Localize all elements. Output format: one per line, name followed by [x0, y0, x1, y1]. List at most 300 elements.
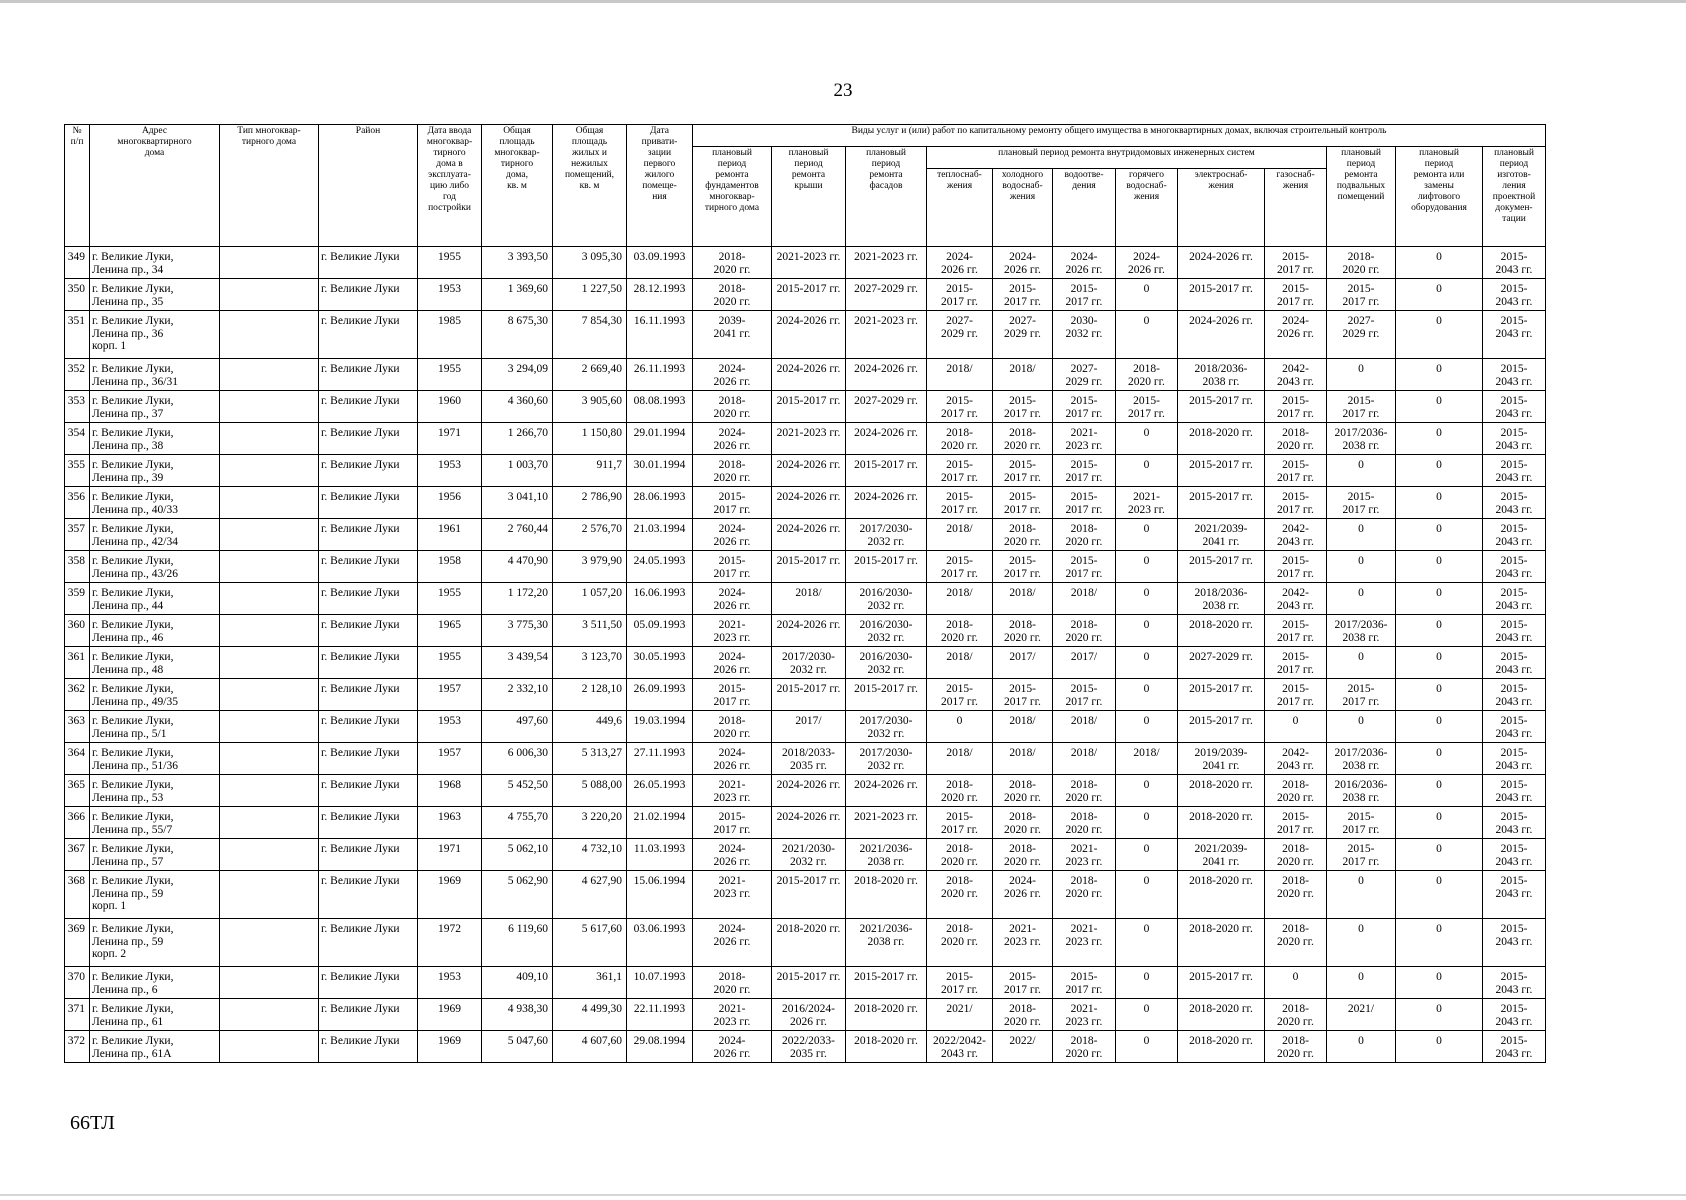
cell-project: 2015- 2043 гг. [1483, 519, 1546, 551]
cell-electric: 2021/2039- 2041 гг. [1178, 519, 1265, 551]
header-project: плановый период изготов- ления проектной докумен- тации [1483, 147, 1546, 247]
cell-basement: 0 [1327, 967, 1396, 999]
cell-foundation: 2021- 2023 гг. [693, 999, 772, 1031]
cell-total-area: 3 393,50 [482, 247, 553, 279]
cell-total-area: 5 062,90 [482, 871, 553, 919]
cell-electric: 2015-2017 гг. [1178, 487, 1265, 519]
cell-num: 358 [65, 551, 90, 583]
cell-sewer: 2021- 2023 гг. [1053, 999, 1116, 1031]
cell-facade: 2015-2017 гг. [846, 455, 927, 487]
cell-project: 2015- 2043 гг. [1483, 919, 1546, 967]
cell-living-area: 5 313,27 [553, 743, 627, 775]
cell-sewer: 2021- 2023 гг. [1053, 919, 1116, 967]
cell-year: 1955 [418, 583, 482, 615]
cell-electric: 2018-2020 гг. [1178, 423, 1265, 455]
cell-foundation: 2039- 2041 гг. [693, 311, 772, 359]
cell-cold-water: 2015- 2017 гг. [993, 391, 1053, 423]
cell-living-area: 4 499,30 [553, 999, 627, 1031]
cell-facade: 2027-2029 гг. [846, 391, 927, 423]
cell-privatization-date: 03.06.1993 [627, 919, 693, 967]
cell-facade: 2024-2026 гг. [846, 487, 927, 519]
table-row [65, 807, 1546, 839]
cell-district: г. Великие Луки [319, 519, 418, 551]
cell-elevator: 0 [1396, 423, 1483, 455]
cell-num: 368 [65, 871, 90, 919]
page-number: 23 [833, 80, 853, 101]
cell-district: г. Великие Луки [319, 871, 418, 919]
cell-elevator: 0 [1396, 839, 1483, 871]
cell-foundation: 2015- 2017 гг. [693, 807, 772, 839]
cell-electric: 2018-2020 гг. [1178, 615, 1265, 647]
table-row [65, 551, 1546, 583]
cell-address: г. Великие Луки, Ленина пр., 39 [90, 455, 220, 487]
cell-roof: 2018/ [772, 583, 846, 615]
cell-address: г. Великие Луки, Ленина пр., 49/35 [90, 679, 220, 711]
cell-year: 1953 [418, 455, 482, 487]
cell-living-area: 4 732,10 [553, 839, 627, 871]
cell-heating: 2015- 2017 гг. [927, 807, 993, 839]
cell-elevator: 0 [1396, 311, 1483, 359]
cell-house-type [220, 743, 319, 775]
cell-electric: 2015-2017 гг. [1178, 551, 1265, 583]
cell-basement: 2021/ [1327, 999, 1396, 1031]
cell-cold-water: 2015- 2017 гг. [993, 551, 1053, 583]
cell-hot-water: 0 [1116, 615, 1178, 647]
cell-cold-water: 2018/ [993, 711, 1053, 743]
cell-sewer: 2015- 2017 гг. [1053, 679, 1116, 711]
cell-basement: 0 [1327, 359, 1396, 391]
cell-heating: 2018/ [927, 647, 993, 679]
cell-sewer: 2024- 2026 гг. [1053, 247, 1116, 279]
header-living-area: Общая площадь жилых и нежилых помещений, кв. м [553, 125, 627, 247]
cell-electric: 2018-2020 гг. [1178, 807, 1265, 839]
cell-foundation: 2024- 2026 гг. [693, 519, 772, 551]
cell-sewer: 2021- 2023 гг. [1053, 423, 1116, 455]
cell-year: 1953 [418, 279, 482, 311]
header-engineering-group: плановый период ремонта внутридомовых инженерных систем [927, 147, 1327, 169]
cell-gas: 2042- 2043 гг. [1265, 583, 1327, 615]
cell-year: 1985 [418, 311, 482, 359]
cell-address: г. Великие Луки, Ленина пр., 61 [90, 999, 220, 1031]
cell-elevator: 0 [1396, 391, 1483, 423]
cell-project: 2015- 2043 гг. [1483, 247, 1546, 279]
table-row [65, 743, 1546, 775]
cell-electric: 2018-2020 гг. [1178, 919, 1265, 967]
cell-privatization-date: 30.05.1993 [627, 647, 693, 679]
cell-sewer: 2015- 2017 гг. [1053, 551, 1116, 583]
cell-heating: 2018/ [927, 743, 993, 775]
cell-district: г. Великие Луки [319, 839, 418, 871]
cell-hot-water: 0 [1116, 583, 1178, 615]
cell-cold-water: 2018/ [993, 359, 1053, 391]
cell-foundation: 2024- 2026 гг. [693, 1031, 772, 1063]
cell-address: г. Великие Луки, Ленина пр., 44 [90, 583, 220, 615]
cell-privatization-date: 19.03.1994 [627, 711, 693, 743]
cell-living-area: 2 669,40 [553, 359, 627, 391]
cell-elevator: 0 [1396, 615, 1483, 647]
cell-basement: 2017/2036- 2038 гг. [1327, 423, 1396, 455]
cell-total-area: 5 062,10 [482, 839, 553, 871]
cell-heating: 2015- 2017 гг. [927, 679, 993, 711]
cell-house-type [220, 519, 319, 551]
cell-elevator: 0 [1396, 743, 1483, 775]
cell-year: 1960 [418, 391, 482, 423]
cell-facade: 2015-2017 гг. [846, 967, 927, 999]
cell-basement: 0 [1327, 711, 1396, 743]
cell-basement: 0 [1327, 583, 1396, 615]
table-row [65, 615, 1546, 647]
cell-cold-water: 2022/ [993, 1031, 1053, 1063]
cell-year: 1953 [418, 711, 482, 743]
cell-house-type [220, 423, 319, 455]
cell-address: г. Великие Луки, Ленина пр., 5/1 [90, 711, 220, 743]
cell-basement: 2016/2036- 2038 гг. [1327, 775, 1396, 807]
cell-address: г. Великие Луки, Ленина пр., 34 [90, 247, 220, 279]
cell-hot-water: 0 [1116, 679, 1178, 711]
cell-house-type [220, 711, 319, 743]
header-heating: теплоснаб- жения [927, 169, 993, 247]
cell-roof: 2024-2026 гг. [772, 487, 846, 519]
cell-num: 366 [65, 807, 90, 839]
header-basement: плановый период ремонта подвальных помещений [1327, 147, 1396, 247]
cell-privatization-date: 26.09.1993 [627, 679, 693, 711]
cell-district: г. Великие Луки [319, 775, 418, 807]
cell-elevator: 0 [1396, 647, 1483, 679]
cell-facade: 2021-2023 гг. [846, 807, 927, 839]
table-row [65, 775, 1546, 807]
cell-cold-water: 2024- 2026 гг. [993, 871, 1053, 919]
cell-basement: 0 [1327, 871, 1396, 919]
cell-address: г. Великие Луки, Ленина пр., 55/7 [90, 807, 220, 839]
cell-living-area: 3 123,70 [553, 647, 627, 679]
cell-heating: 2018/ [927, 359, 993, 391]
cell-elevator: 0 [1396, 999, 1483, 1031]
cell-hot-water: 2018/ [1116, 743, 1178, 775]
cell-gas: 2015- 2017 гг. [1265, 615, 1327, 647]
cell-roof: 2021-2023 гг. [772, 247, 846, 279]
cell-project: 2015- 2043 гг. [1483, 967, 1546, 999]
cell-year: 1969 [418, 871, 482, 919]
cell-total-area: 2 760,44 [482, 519, 553, 551]
cell-num: 361 [65, 647, 90, 679]
table-row [65, 311, 1546, 359]
cell-project: 2015- 2043 гг. [1483, 711, 1546, 743]
cell-facade: 2016/2030- 2032 гг. [846, 615, 927, 647]
cell-heating: 2015- 2017 гг. [927, 967, 993, 999]
cell-project: 2015- 2043 гг. [1483, 679, 1546, 711]
cell-district: г. Великие Луки [319, 279, 418, 311]
cell-gas: 2018- 2020 гг. [1265, 919, 1327, 967]
cell-foundation: 2018- 2020 гг. [693, 391, 772, 423]
cell-roof: 2015-2017 гг. [772, 279, 846, 311]
cell-project: 2015- 2043 гг. [1483, 743, 1546, 775]
cell-sewer: 2018/ [1053, 583, 1116, 615]
cell-house-type [220, 391, 319, 423]
cell-facade: 2018-2020 гг. [846, 999, 927, 1031]
cell-basement: 2015- 2017 гг. [1327, 807, 1396, 839]
cell-house-type [220, 871, 319, 919]
cell-privatization-date: 05.09.1993 [627, 615, 693, 647]
cell-project: 2015- 2043 гг. [1483, 583, 1546, 615]
cell-living-area: 4 607,60 [553, 1031, 627, 1063]
cell-total-area: 5 047,60 [482, 1031, 553, 1063]
cell-foundation: 2018- 2020 гг. [693, 279, 772, 311]
cell-sewer: 2018- 2020 гг. [1053, 519, 1116, 551]
cell-project: 2015- 2043 гг. [1483, 647, 1546, 679]
cell-district: г. Великие Луки [319, 807, 418, 839]
table-row [65, 583, 1546, 615]
cell-total-area: 5 452,50 [482, 775, 553, 807]
cell-foundation: 2018- 2020 гг. [693, 711, 772, 743]
cell-house-type [220, 647, 319, 679]
cell-living-area: 3 511,50 [553, 615, 627, 647]
cell-privatization-date: 29.01.1994 [627, 423, 693, 455]
cell-hot-water: 2015- 2017 гг. [1116, 391, 1178, 423]
cell-gas: 2015- 2017 гг. [1265, 279, 1327, 311]
cell-heating: 2018/ [927, 583, 993, 615]
cell-house-type [220, 487, 319, 519]
cell-house-type [220, 679, 319, 711]
cell-living-area: 4 627,90 [553, 871, 627, 919]
cell-foundation: 2024- 2026 гг. [693, 647, 772, 679]
cell-foundation: 2024- 2026 гг. [693, 839, 772, 871]
cell-elevator: 0 [1396, 711, 1483, 743]
cell-elevator: 0 [1396, 967, 1483, 999]
cell-facade: 2016/2030- 2032 гг. [846, 583, 927, 615]
cell-district: г. Великие Луки [319, 247, 418, 279]
cell-num: 350 [65, 279, 90, 311]
cell-gas: 2042- 2043 гг. [1265, 359, 1327, 391]
header-roof: плановый период ремонта крыши [772, 147, 846, 247]
cell-total-area: 6 119,60 [482, 919, 553, 967]
cell-house-type [220, 311, 319, 359]
cell-hot-water: 0 [1116, 871, 1178, 919]
cell-district: г. Великие Луки [319, 679, 418, 711]
cell-hot-water: 2018- 2020 гг. [1116, 359, 1178, 391]
cell-privatization-date: 03.09.1993 [627, 247, 693, 279]
cell-district: г. Великие Луки [319, 647, 418, 679]
header-hot-water: горячего водоснаб- жения [1116, 169, 1178, 247]
header-num: № п/п [65, 125, 90, 247]
cell-heating: 2018/ [927, 519, 993, 551]
cell-foundation: 2024- 2026 гг. [693, 743, 772, 775]
cell-foundation: 2015- 2017 гг. [693, 679, 772, 711]
cell-electric: 2018-2020 гг. [1178, 871, 1265, 919]
cell-sewer: 2018- 2020 гг. [1053, 871, 1116, 919]
cell-living-area: 2 576,70 [553, 519, 627, 551]
cell-basement: 0 [1327, 455, 1396, 487]
cell-district: г. Великие Луки [319, 423, 418, 455]
cell-electric: 2018-2020 гг. [1178, 1031, 1265, 1063]
cell-privatization-date: 21.03.1994 [627, 519, 693, 551]
cell-district: г. Великие Луки [319, 967, 418, 999]
cell-cold-water: 2021- 2023 гг. [993, 919, 1053, 967]
cell-roof: 2024-2026 гг. [772, 519, 846, 551]
cell-year: 1963 [418, 807, 482, 839]
cell-house-type [220, 919, 319, 967]
cell-gas: 2018- 2020 гг. [1265, 775, 1327, 807]
cell-electric: 2015-2017 гг. [1178, 455, 1265, 487]
cell-project: 2015- 2043 гг. [1483, 311, 1546, 359]
cell-house-type [220, 967, 319, 999]
cell-living-area: 5 088,00 [553, 775, 627, 807]
cell-facade: 2016/2030- 2032 гг. [846, 647, 927, 679]
cell-facade: 2017/2030- 2032 гг. [846, 743, 927, 775]
header-electric: электроснаб- жения [1178, 169, 1265, 247]
cell-sewer: 2015- 2017 гг. [1053, 487, 1116, 519]
cell-project: 2015- 2043 гг. [1483, 487, 1546, 519]
cell-total-area: 1 003,70 [482, 455, 553, 487]
cell-foundation: 2024- 2026 гг. [693, 919, 772, 967]
cell-num: 364 [65, 743, 90, 775]
cell-num: 351 [65, 311, 90, 359]
cell-year: 1957 [418, 679, 482, 711]
cell-facade: 2015-2017 гг. [846, 679, 927, 711]
cell-foundation: 2018- 2020 гг. [693, 455, 772, 487]
cell-elevator: 0 [1396, 775, 1483, 807]
cell-district: г. Великие Луки [319, 743, 418, 775]
cell-facade: 2017/2030- 2032 гг. [846, 711, 927, 743]
cell-gas: 2015- 2017 гг. [1265, 455, 1327, 487]
header-gas: газоснаб- жения [1265, 169, 1327, 247]
cell-num: 356 [65, 487, 90, 519]
cell-gas: 2015- 2017 гг. [1265, 647, 1327, 679]
cell-house-type [220, 1031, 319, 1063]
cell-cold-water: 2018/ [993, 583, 1053, 615]
cell-cold-water: 2018- 2020 гг. [993, 807, 1053, 839]
cell-facade: 2027-2029 гг. [846, 279, 927, 311]
cell-num: 352 [65, 359, 90, 391]
cell-roof: 2024-2026 гг. [772, 807, 846, 839]
cell-cold-water: 2024- 2026 гг. [993, 247, 1053, 279]
cell-privatization-date: 16.11.1993 [627, 311, 693, 359]
cell-heating: 2021/ [927, 999, 993, 1031]
cell-roof: 2021-2023 гг. [772, 423, 846, 455]
cell-address: г. Великие Луки, Ленина пр., 61А [90, 1031, 220, 1063]
cell-privatization-date: 26.11.1993 [627, 359, 693, 391]
cell-heating: 2015- 2017 гг. [927, 391, 993, 423]
table-row [65, 647, 1546, 679]
cell-gas: 2015- 2017 гг. [1265, 391, 1327, 423]
cell-project: 2015- 2043 гг. [1483, 807, 1546, 839]
cell-gas: 0 [1265, 967, 1327, 999]
cell-sewer: 2030- 2032 гг. [1053, 311, 1116, 359]
cell-gas: 2015- 2017 гг. [1265, 679, 1327, 711]
table-row [65, 519, 1546, 551]
cell-hot-water: 0 [1116, 519, 1178, 551]
cell-basement: 0 [1327, 1031, 1396, 1063]
cell-sewer: 2018/ [1053, 711, 1116, 743]
cell-basement: 0 [1327, 519, 1396, 551]
cell-electric: 2024-2026 гг. [1178, 247, 1265, 279]
table-row [65, 391, 1546, 423]
cell-year: 1956 [418, 487, 482, 519]
cell-heating: 2015- 2017 гг. [927, 455, 993, 487]
cell-foundation: 2024- 2026 гг. [693, 359, 772, 391]
cell-address: г. Великие Луки, Ленина пр., 6 [90, 967, 220, 999]
cell-cold-water: 2027- 2029 гг. [993, 311, 1053, 359]
cell-total-area: 1 369,60 [482, 279, 553, 311]
cell-district: г. Великие Луки [319, 359, 418, 391]
cell-elevator: 0 [1396, 919, 1483, 967]
cell-privatization-date: 11.03.1993 [627, 839, 693, 871]
cell-foundation: 2021- 2023 гг. [693, 775, 772, 807]
cell-hot-water: 0 [1116, 1031, 1178, 1063]
cell-sewer: 2015- 2017 гг. [1053, 391, 1116, 423]
header-privatization-date: Дата привати- зации первого жилого помеще- ния [627, 125, 693, 247]
cell-heating: 2015- 2017 гг. [927, 279, 993, 311]
cell-total-area: 8 675,30 [482, 311, 553, 359]
cell-roof: 2024-2026 гг. [772, 455, 846, 487]
cell-year: 1957 [418, 743, 482, 775]
cell-house-type [220, 839, 319, 871]
cell-roof: 2024-2026 гг. [772, 359, 846, 391]
cell-foundation: 2021- 2023 гг. [693, 871, 772, 919]
cell-basement: 2018- 2020 гг. [1327, 247, 1396, 279]
cell-project: 2015- 2043 гг. [1483, 615, 1546, 647]
cell-basement: 2017/2036- 2038 гг. [1327, 743, 1396, 775]
cell-basement: 2015- 2017 гг. [1327, 279, 1396, 311]
cell-hot-water: 0 [1116, 423, 1178, 455]
cell-district: г. Великие Луки [319, 551, 418, 583]
cell-sewer: 2015- 2017 гг. [1053, 279, 1116, 311]
cell-foundation: 2018- 2020 гг. [693, 967, 772, 999]
cell-hot-water: 0 [1116, 279, 1178, 311]
cell-privatization-date: 10.07.1993 [627, 967, 693, 999]
cell-total-area: 2 332,10 [482, 679, 553, 711]
cell-heating: 2018- 2020 гг. [927, 839, 993, 871]
cell-gas: 0 [1265, 711, 1327, 743]
cell-address: г. Великие Луки, Ленина пр., 59 корп. 2 [90, 919, 220, 967]
table-row [65, 839, 1546, 871]
cell-living-area: 3 095,30 [553, 247, 627, 279]
cell-sewer: 2018/ [1053, 743, 1116, 775]
cell-year: 1955 [418, 647, 482, 679]
cell-gas: 2042- 2043 гг. [1265, 743, 1327, 775]
cell-year: 1971 [418, 423, 482, 455]
cell-heating: 2027- 2029 гг. [927, 311, 993, 359]
table-row [65, 679, 1546, 711]
cell-year: 1955 [418, 359, 482, 391]
cell-house-type [220, 999, 319, 1031]
cell-roof: 2015-2017 гг. [772, 967, 846, 999]
cell-hot-water: 0 [1116, 311, 1178, 359]
cell-electric: 2015-2017 гг. [1178, 967, 1265, 999]
cell-year: 1953 [418, 967, 482, 999]
cell-heating: 2018- 2020 гг. [927, 871, 993, 919]
cell-basement: 2015- 2017 гг. [1327, 679, 1396, 711]
cell-privatization-date: 08.08.1993 [627, 391, 693, 423]
cell-project: 2015- 2043 гг. [1483, 871, 1546, 919]
cell-electric: 2021/2039- 2041 гг. [1178, 839, 1265, 871]
cell-num: 365 [65, 775, 90, 807]
cell-year: 1969 [418, 999, 482, 1031]
cell-project: 2015- 2043 гг. [1483, 423, 1546, 455]
cell-living-area: 2 786,90 [553, 487, 627, 519]
cell-electric: 2015-2017 гг. [1178, 391, 1265, 423]
cell-hot-water: 0 [1116, 775, 1178, 807]
cell-electric: 2015-2017 гг. [1178, 279, 1265, 311]
cell-address: г. Великие Луки, Ленина пр., 59 корп. 1 [90, 871, 220, 919]
table-row [65, 871, 1546, 919]
cell-total-area: 1 266,70 [482, 423, 553, 455]
header-elevator: плановый период ремонта или замены лифтового оборудования [1396, 147, 1483, 247]
cell-project: 2015- 2043 гг. [1483, 455, 1546, 487]
cell-year: 1969 [418, 1031, 482, 1063]
scan-edge-bottom [0, 1194, 1686, 1196]
cell-total-area: 3 439,54 [482, 647, 553, 679]
cell-electric: 2019/2039- 2041 гг. [1178, 743, 1265, 775]
